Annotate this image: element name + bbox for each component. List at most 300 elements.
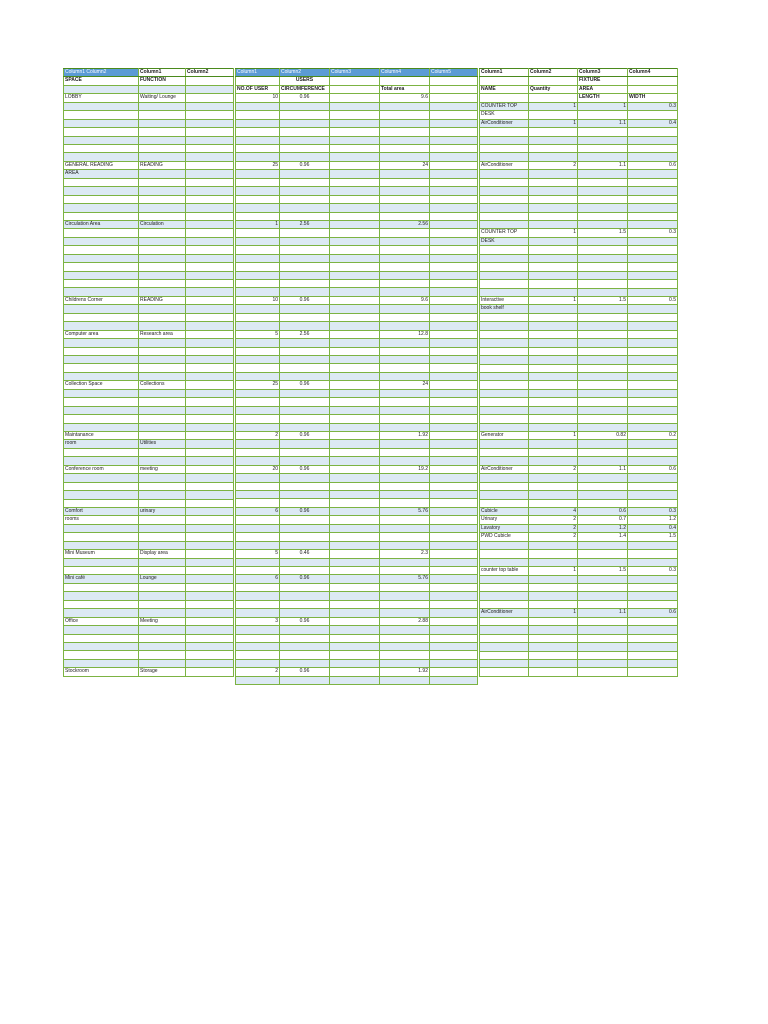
table-cell[interactable] [280,254,330,262]
table-cell[interactable] [186,161,234,169]
table-cell[interactable]: 0.82 [578,432,628,440]
table-cell[interactable] [480,406,529,414]
table-cell[interactable] [280,280,330,288]
table-cell[interactable] [64,626,139,634]
table-cell[interactable] [430,212,478,220]
table-cell[interactable]: 1.92 [380,668,430,676]
table-cell[interactable] [236,499,280,507]
table-cell[interactable]: USERS [280,77,330,85]
table-cell[interactable] [280,406,330,414]
table-cell[interactable]: 1.5 [578,229,628,237]
table-cell[interactable] [139,212,186,220]
table-cell[interactable] [186,617,234,625]
table-cell[interactable]: Mini café [64,575,139,583]
table-cell[interactable] [628,558,678,566]
table-cell[interactable] [236,339,280,347]
table-cell[interactable] [480,94,529,102]
table-cell[interactable] [578,583,628,591]
table-cell[interactable] [628,313,678,321]
table-cell[interactable] [578,448,628,456]
table-cell[interactable] [578,381,628,389]
table-cell[interactable] [578,482,628,490]
table-cell[interactable] [64,153,139,161]
table-cell[interactable] [236,313,280,321]
table-cell[interactable] [578,339,628,347]
table-cell[interactable] [139,111,186,119]
table-cell[interactable] [480,153,529,161]
table-cell[interactable] [139,170,186,178]
table-cell[interactable] [628,153,678,161]
table-cell[interactable]: counter top table [480,567,529,575]
table-cell[interactable] [480,339,529,347]
table-cell[interactable] [529,170,578,178]
table-cell[interactable] [628,187,678,195]
table-cell[interactable] [529,659,578,667]
table-cell[interactable] [186,651,234,659]
table-cell[interactable] [330,356,380,364]
table-cell[interactable] [430,288,478,296]
table-cell[interactable] [480,659,529,667]
table-cell[interactable]: 0.96 [280,431,330,439]
table-cell[interactable] [430,676,478,684]
table-cell[interactable] [139,195,186,203]
table-cell[interactable] [529,398,578,406]
table-cell[interactable] [330,533,380,541]
table-cell[interactable] [529,330,578,338]
table-cell[interactable] [280,372,330,380]
table-cell[interactable] [186,482,234,490]
table-cell[interactable] [64,288,139,296]
table-cell[interactable] [628,347,678,355]
table-cell[interactable]: 0.96 [280,296,330,304]
table-cell[interactable] [578,474,628,482]
table-cell[interactable] [480,592,529,600]
table-cell[interactable]: Storage [139,668,186,676]
table-cell[interactable] [430,668,478,676]
table-cell[interactable] [628,339,678,347]
table-cell[interactable] [529,457,578,465]
table-cell[interactable] [330,305,380,313]
table-cell[interactable] [628,600,678,608]
table-cell[interactable] [529,389,578,397]
table-cell[interactable] [330,195,380,203]
table-cell[interactable] [430,178,478,186]
table-cell[interactable] [578,128,628,136]
table-cell[interactable] [236,440,280,448]
table-cell[interactable] [280,195,330,203]
table-cell[interactable] [280,634,330,642]
table-cell[interactable] [139,102,186,110]
table-cell[interactable] [186,381,234,389]
table-cell[interactable] [480,575,529,583]
table-cell[interactable] [280,440,330,448]
table-cell[interactable] [430,77,478,85]
table-cell[interactable]: 2.56 [280,330,330,338]
table-cell[interactable] [330,347,380,355]
table-cell[interactable] [236,372,280,380]
table-cell[interactable] [139,651,186,659]
table-cell[interactable] [430,128,478,136]
table-cell[interactable]: Stockroom [64,668,139,676]
table-cell[interactable] [330,448,380,456]
table-cell[interactable] [280,178,330,186]
table-cell[interactable] [139,237,186,245]
table-cell[interactable] [578,423,628,431]
table-cell[interactable] [430,567,478,575]
table-cell[interactable] [139,533,186,541]
table-cell[interactable] [280,313,330,321]
table-cell[interactable] [628,254,678,262]
table-cell[interactable] [280,237,330,245]
table-cell[interactable] [578,178,628,186]
table-cell[interactable] [186,271,234,279]
table-cell[interactable]: 0.5 [628,296,678,304]
table-cell[interactable]: 0.96 [280,94,330,102]
table-cell[interactable]: 0.6 [628,609,678,617]
table-cell[interactable] [139,271,186,279]
table-cell[interactable] [64,229,139,237]
table-cell[interactable] [430,592,478,600]
table-cell[interactable]: 1 [529,119,578,127]
table-cell[interactable] [280,229,330,237]
table-cell[interactable] [330,204,380,212]
table-cell[interactable] [139,626,186,634]
table-cell[interactable]: 0.7 [578,516,628,524]
table-cell[interactable] [578,111,628,119]
table-cell[interactable]: 0.96 [280,617,330,625]
table-cell[interactable]: 2.56 [280,220,330,228]
table-cell[interactable] [139,541,186,549]
table-cell[interactable]: NAME [480,85,529,93]
table-cell[interactable] [186,204,234,212]
table-cell[interactable]: 5.76 [380,507,430,515]
table-cell[interactable]: 10 [236,94,280,102]
table-cell[interactable] [64,558,139,566]
table-cell[interactable] [380,204,430,212]
table-cell[interactable] [330,102,380,110]
table-cell[interactable] [186,541,234,549]
table-cell[interactable] [186,583,234,591]
table-cell[interactable] [628,381,678,389]
table-cell[interactable] [628,415,678,423]
table-cell[interactable] [380,499,430,507]
table-cell[interactable] [430,440,478,448]
table-cell[interactable] [430,474,478,482]
table-cell[interactable] [529,111,578,119]
table-cell[interactable] [330,415,380,423]
table-cell[interactable] [186,136,234,144]
table-cell[interactable] [280,474,330,482]
table-cell[interactable] [64,313,139,321]
table-cell[interactable] [430,263,478,271]
table-cell[interactable] [186,575,234,583]
table-cell[interactable] [280,170,330,178]
table-cell[interactable] [64,533,139,541]
table-cell[interactable] [236,170,280,178]
table-cell[interactable]: Childrens Corner [64,296,139,304]
table-cell[interactable] [139,246,186,254]
table-cell[interactable] [529,372,578,380]
table-cell[interactable] [628,491,678,499]
table-cell[interactable] [480,187,529,195]
table-cell[interactable] [236,128,280,136]
table-cell[interactable] [380,634,430,642]
table-cell[interactable] [628,583,678,591]
table-cell[interactable] [380,676,430,684]
table-cell[interactable] [380,541,430,549]
table-cell[interactable] [64,567,139,575]
table-cell[interactable] [578,406,628,414]
table-cell[interactable] [480,322,529,330]
table-cell[interactable] [236,212,280,220]
table-cell[interactable]: 1.1 [578,465,628,473]
table-cell[interactable] [64,187,139,195]
table-cell[interactable] [480,457,529,465]
table-cell[interactable]: 25 [236,381,280,389]
table-cell[interactable]: 2 [529,161,578,169]
table-cell[interactable] [578,145,628,153]
table-cell[interactable] [330,246,380,254]
table-cell[interactable] [64,339,139,347]
table-cell[interactable] [380,567,430,575]
table-cell[interactable]: GENERAL READING [64,161,139,169]
table-cell[interactable] [380,583,430,591]
table-cell[interactable] [430,465,478,473]
table-cell[interactable] [628,221,678,229]
table-cell[interactable] [139,524,186,532]
table-cell[interactable] [64,178,139,186]
table-cell[interactable] [186,533,234,541]
table-cell[interactable] [139,85,186,93]
table-cell[interactable] [380,398,430,406]
table-cell[interactable] [480,423,529,431]
table-cell[interactable] [529,558,578,566]
table-cell[interactable] [380,415,430,423]
table-cell[interactable] [578,153,628,161]
table-cell[interactable] [380,313,430,321]
table-cell[interactable] [186,550,234,558]
table-cell[interactable] [236,558,280,566]
table-cell[interactable] [64,195,139,203]
table-cell[interactable] [280,676,330,684]
table-cell[interactable] [139,136,186,144]
table-cell[interactable]: 0.6 [628,465,678,473]
column-header[interactable]: Column3 [330,69,380,77]
table-cell[interactable] [330,440,380,448]
table-cell[interactable] [380,271,430,279]
table-cell[interactable] [330,668,380,676]
table-cell[interactable] [64,634,139,642]
table-cell[interactable]: Lavatory [480,524,529,532]
table-cell[interactable] [139,356,186,364]
table-cell[interactable] [430,305,478,313]
table-cell[interactable]: NO.OF USER [236,85,280,93]
table-cell[interactable] [380,178,430,186]
table-cell[interactable] [236,271,280,279]
table-cell[interactable]: AREA [578,85,628,93]
table-cell[interactable] [578,372,628,380]
table-cell[interactable]: 2 [236,431,280,439]
table-cell[interactable]: 24 [380,161,430,169]
table-cell[interactable] [380,448,430,456]
table-cell[interactable] [64,609,139,617]
table-cell[interactable] [64,356,139,364]
table-cell[interactable] [578,271,628,279]
table-cell[interactable]: 10 [236,296,280,304]
table-cell[interactable] [186,153,234,161]
table-cell[interactable] [578,280,628,288]
table-cell[interactable] [330,389,380,397]
table-cell[interactable]: 1.5 [578,296,628,304]
table-cell[interactable] [578,499,628,507]
table-cell[interactable] [186,474,234,482]
table-cell[interactable]: AirConditioner [480,119,529,127]
table-cell[interactable] [236,415,280,423]
table-cell[interactable] [430,398,478,406]
table-cell[interactable]: 1.2 [578,524,628,532]
table-cell[interactable]: 0.3 [628,567,678,575]
table-cell[interactable] [139,592,186,600]
table-cell[interactable] [330,676,380,684]
table-cell[interactable] [480,246,529,254]
table-cell[interactable] [578,313,628,321]
table-cell[interactable]: AirConditioner [480,465,529,473]
table-cell[interactable]: 6 [236,575,280,583]
table-cell[interactable] [64,364,139,372]
table-cell[interactable] [380,119,430,127]
table-cell[interactable]: 0.3 [628,229,678,237]
table-cell[interactable]: 2 [529,516,578,524]
table-cell[interactable] [578,364,628,372]
table-cell[interactable] [628,178,678,186]
table-cell[interactable] [380,246,430,254]
table-cell[interactable] [139,153,186,161]
table-cell[interactable] [330,600,380,608]
table-cell[interactable] [330,609,380,617]
table-cell[interactable]: Cubicle [480,507,529,515]
column-header[interactable]: Column5 [430,69,478,77]
table-cell[interactable] [64,144,139,152]
table-cell[interactable] [430,254,478,262]
table-cell[interactable] [139,144,186,152]
table-cell[interactable] [236,254,280,262]
table-cell[interactable] [430,617,478,625]
table-cell[interactable] [139,406,186,414]
table-cell[interactable] [380,533,430,541]
table-cell[interactable]: WIDTH [628,94,678,102]
table-cell[interactable] [236,398,280,406]
table-cell[interactable] [139,178,186,186]
table-cell[interactable] [480,550,529,558]
table-cell[interactable] [380,558,430,566]
table-cell[interactable] [330,220,380,228]
table-cell[interactable]: 0.4 [628,524,678,532]
table-cell[interactable] [628,541,678,549]
table-cell[interactable] [64,524,139,532]
table-cell[interactable] [280,415,330,423]
table-cell[interactable] [330,229,380,237]
table-cell[interactable] [236,448,280,456]
table-cell[interactable] [236,237,280,245]
table-cell[interactable]: Utilities [139,440,186,448]
table-cell[interactable] [628,212,678,220]
table-cell[interactable] [186,187,234,195]
table-cell[interactable] [236,609,280,617]
table-cell[interactable]: 0.3 [628,102,678,110]
table-cell[interactable] [430,313,478,321]
table-cell[interactable] [236,187,280,195]
table-cell[interactable] [330,85,380,93]
table-cell[interactable] [64,600,139,608]
table-cell[interactable] [236,676,280,684]
table-cell[interactable] [480,372,529,380]
table-cell[interactable] [529,499,578,507]
table-cell[interactable] [380,195,430,203]
table-cell[interactable] [480,440,529,448]
table-cell[interactable] [330,457,380,465]
table-cell[interactable] [280,389,330,397]
table-cell[interactable] [236,145,280,153]
table-cell[interactable] [64,85,139,93]
table-cell[interactable] [139,482,186,490]
table-cell[interactable] [529,237,578,245]
table-cell[interactable] [64,659,139,667]
table-cell[interactable] [628,288,678,296]
table-cell[interactable] [480,617,529,625]
table-cell[interactable] [578,558,628,566]
table-cell[interactable] [380,170,430,178]
table-cell[interactable] [280,558,330,566]
table-cell[interactable] [380,263,430,271]
table-cell[interactable] [628,651,678,659]
table-cell[interactable]: Total area [380,85,430,93]
table-cell[interactable] [280,592,330,600]
table-cell[interactable]: 1.1 [578,119,628,127]
table-cell[interactable] [380,651,430,659]
table-cell[interactable] [64,643,139,651]
table-cell[interactable] [480,448,529,456]
table-cell[interactable] [236,600,280,608]
table-cell[interactable] [186,220,234,228]
table-cell[interactable] [330,431,380,439]
table-cell[interactable]: 1.5 [578,567,628,575]
table-cell[interactable] [578,651,628,659]
table-cell[interactable] [330,423,380,431]
table-cell[interactable]: READING [139,296,186,304]
table-cell[interactable] [64,482,139,490]
table-cell[interactable] [280,491,330,499]
table-cell[interactable] [529,423,578,431]
table-cell[interactable] [186,305,234,313]
table-cell[interactable] [186,600,234,608]
table-cell[interactable] [186,212,234,220]
table-cell[interactable] [529,136,578,144]
table-cell[interactable] [330,161,380,169]
table-cell[interactable]: 2.56 [380,220,430,228]
table-cell[interactable] [186,280,234,288]
table-cell[interactable] [236,482,280,490]
table-cell[interactable]: 1 [529,102,578,110]
table-cell[interactable] [430,524,478,532]
table-cell[interactable]: meeting [139,465,186,473]
table-cell[interactable] [330,524,380,532]
table-cell[interactable] [64,389,139,397]
table-cell[interactable] [628,482,678,490]
table-cell[interactable] [186,246,234,254]
table-cell[interactable]: Circulation Area [64,220,139,228]
table-cell[interactable] [430,204,478,212]
table-cell[interactable] [280,356,330,364]
